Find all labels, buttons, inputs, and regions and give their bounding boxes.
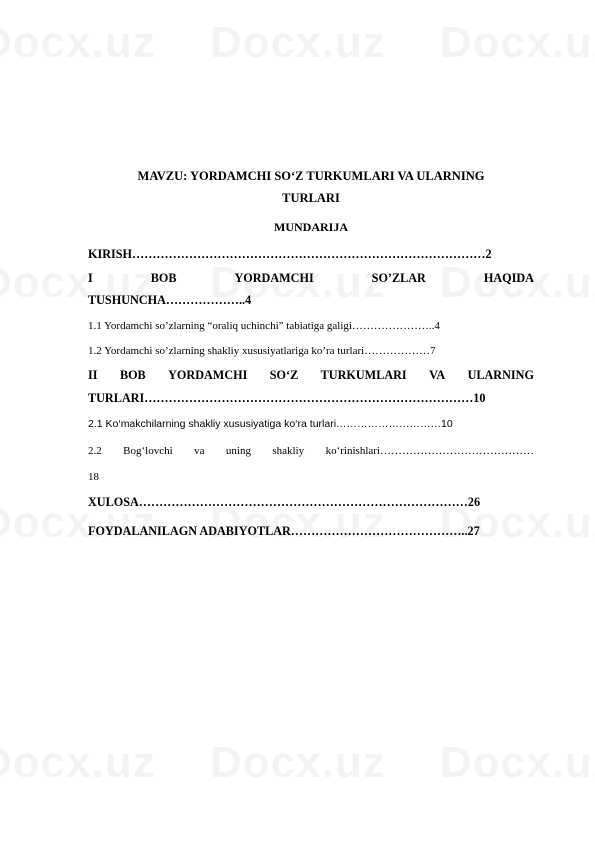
toc-word: Bog‘lovchi [123,445,173,457]
toc-word: II [88,368,98,382]
toc-word: ko‘rinishlari…………………………………… [325,445,534,457]
toc-entry-bob2 [88,367,534,383]
toc-word: TURKUMLARI [320,368,407,382]
toc-word: uning [225,445,251,457]
toc-entry-bob2-cont: TURLARI………………………………………………………………………10 [88,391,486,405]
toc-entry-2-1: 2.1 Ko‘makchilarning shakliy xususiyatiga ko‘ra turlari…………………………10 [88,418,453,430]
toc-word: I [88,271,93,285]
toc-entry-bob1-cont: TUSHUNCHA………………..4 [88,293,252,307]
watermark [440,738,595,788]
document-title: MAVZU: YORDAMCHI SO‘Z TURKUMLARI VA ULARNING [137,169,485,183]
toc-entry-kirish: KIRISH……………………………………………………………………………2 [88,247,492,261]
watermark [440,18,595,68]
toc-word: SO’ZLAR [371,271,426,285]
document-title-continued: TURLARI [282,191,340,205]
toc-word: shakliy [272,445,305,457]
toc-word: YORDAMCHI [168,368,248,382]
toc-entry-xulosa: XULOSA………………………………………………………………………26 [88,495,481,509]
toc-word: va [194,445,205,457]
toc-entry-2-2 [88,443,534,459]
watermark [210,738,386,788]
toc-heading: MUNDARIJA [274,220,348,234]
toc-entry-foydalanilgan-adabiyotlar: FOYDALANILAGN ADABIYOTLAR……………………………………..27 [88,524,480,538]
watermark [0,18,156,68]
toc-entry-1-1: 1.1 Yordamchi so’zlarning “oraliq uchinchi” tabiatiga galigi…………………..4 [88,320,440,332]
toc-word: VA [429,368,446,382]
toc-word: BOB [150,271,177,285]
watermark [210,18,386,68]
toc-word: BOB [119,368,146,382]
toc-word: HAQIDA [483,271,534,285]
toc-word: ULARNING [467,368,534,382]
toc-word: SO‘Z [269,368,299,382]
toc-word: 2.2 [88,445,102,457]
toc-entry-1-2: 1.2 Yordamchi so’zlarning shakliy xususiyatlariga ko’ra turlari………………7 [88,345,436,357]
toc-word: YORDAMCHI [234,271,314,285]
toc-entry-bob1 [88,270,534,286]
watermark [0,738,156,788]
toc-entry-2-2-page: 18 [88,471,99,483]
